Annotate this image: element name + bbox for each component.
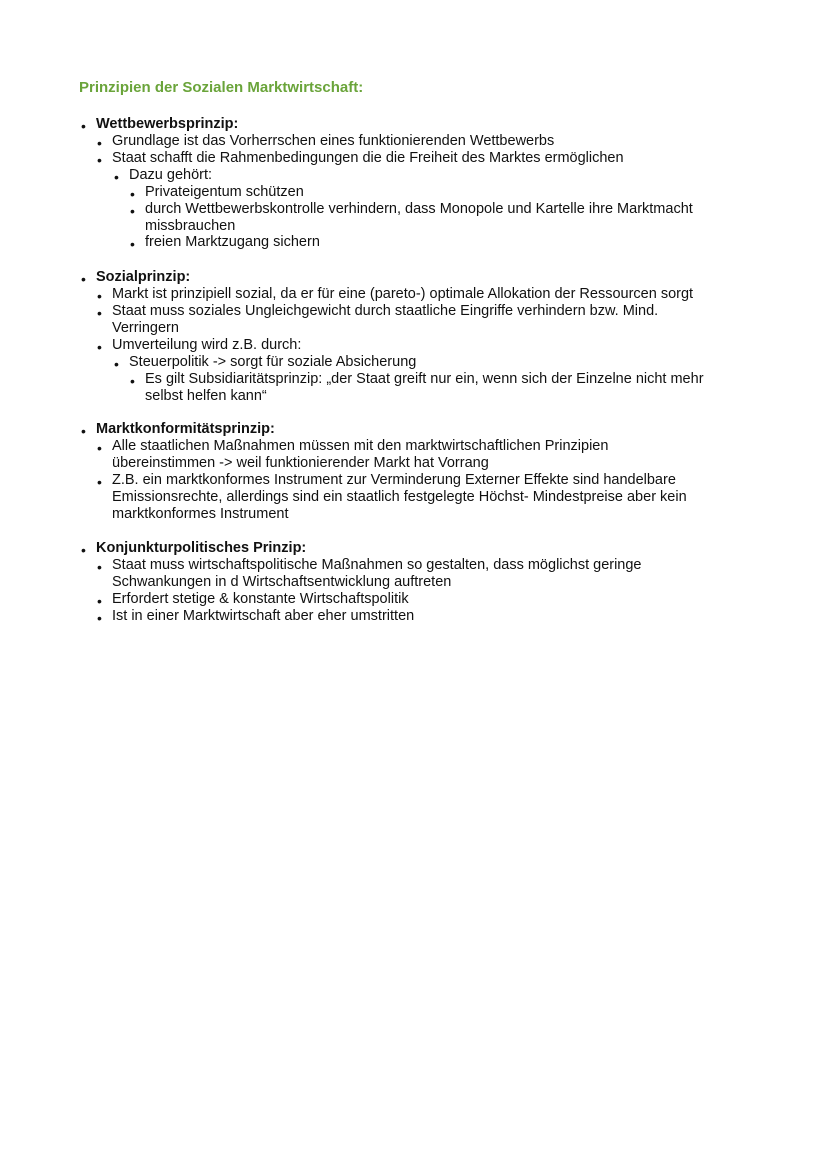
bullet-level-2: • (97, 440, 102, 456)
list-item: Umverteilung wird z.B. durch: (112, 337, 302, 353)
bullet-level-1: • (81, 542, 86, 558)
list-item: Staat muss soziales Ungleichgewicht durch staatliche Eingriffe verhindern bzw. Mind. (112, 303, 659, 319)
bullet-level-2: • (97, 559, 102, 575)
list-item-continuation: Emissionsrechte, allerdings sind ein staatlich festgelegte Höchst- Mindestpreise aber kein (112, 489, 687, 505)
bullet-level-2: • (97, 339, 102, 355)
list-item-continuation: übereinstimmen -> weil funktionierender Markt hat Vorrang (112, 455, 489, 471)
bullet-level-4: • (130, 203, 135, 219)
bullet-level-4: • (130, 373, 135, 389)
section-heading-wettbewerbsprinzip: Wettbewerbsprinzip: (96, 116, 239, 132)
list-item: Privateigentum schützen (145, 184, 304, 200)
list-item: Staat muss wirtschaftspolitische Maßnahmen so gestalten, dass möglichst geringe (112, 557, 642, 573)
bullet-level-3: • (114, 356, 119, 372)
document-title: Prinzipien der Sozialen Marktwirtschaft: (79, 79, 364, 96)
bullet-level-2: • (97, 593, 102, 609)
list-item: Ist in einer Marktwirtschaft aber eher umstritten (112, 608, 415, 624)
list-item: Steuerpolitik -> sorgt für soziale Absicherung (129, 354, 417, 370)
bullet-level-4: • (130, 186, 135, 202)
bullet-level-2: • (97, 305, 102, 321)
list-item: Erfordert stetige & konstante Wirtschaftspolitik (112, 591, 409, 607)
section-heading-sozialprinzip: Sozialprinzip: (96, 269, 191, 285)
list-item-continuation: selbst helfen kann“ (145, 388, 267, 404)
section-heading-marktkonformitaetsprinzip: Marktkonformitätsprinzip: (96, 421, 275, 437)
bullet-level-2: • (97, 152, 102, 168)
list-item-continuation: marktkonformes Instrument (112, 506, 289, 522)
list-item-continuation: Schwankungen in d Wirtschaftsentwicklung auftreten (112, 574, 452, 590)
bullet-level-2: • (97, 474, 102, 490)
bullet-level-1: • (81, 423, 86, 439)
list-item: durch Wettbewerbskontrolle verhindern, dass Monopole und Kartelle ihre Marktmacht (145, 201, 693, 217)
list-item: Staat schafft die Rahmenbedingungen die die Freiheit des Marktes ermöglichen (112, 150, 624, 166)
list-item: Dazu gehört: (129, 167, 213, 183)
list-item: Grundlage ist das Vorherrschen eines funktionierenden Wettbewerbs (112, 133, 555, 149)
bullet-level-1: • (81, 271, 86, 287)
list-item: Markt ist prinzipiell sozial, da er für eine (pareto-) optimale Allokation der Ressourcen sorgt (112, 286, 694, 302)
bullet-level-4: • (130, 236, 135, 252)
list-item: Es gilt Subsidiaritätsprinzip: „der Staat greift nur ein, wenn sich der Einzelne nicht mehr (145, 371, 704, 387)
list-item: Alle staatlichen Maßnahmen müssen mit den marktwirtschaftlichen Prinzipien (112, 438, 609, 454)
list-item-continuation: Verringern (112, 320, 179, 336)
list-item: Z.B. ein marktkonformes Instrument zur Verminderung Externer Effekte sind handelbare (112, 472, 676, 488)
bullet-level-2: • (97, 288, 102, 304)
bullet-level-3: • (114, 169, 119, 185)
bullet-level-1: • (81, 118, 86, 134)
list-item: freien Marktzugang sichern (145, 234, 320, 250)
section-heading-konjunkturpolitisches-prinzip: Konjunkturpolitisches Prinzip: (96, 540, 307, 556)
list-item-continuation: missbrauchen (145, 218, 236, 234)
bullet-level-2: • (97, 610, 102, 626)
bullet-level-2: • (97, 135, 102, 151)
